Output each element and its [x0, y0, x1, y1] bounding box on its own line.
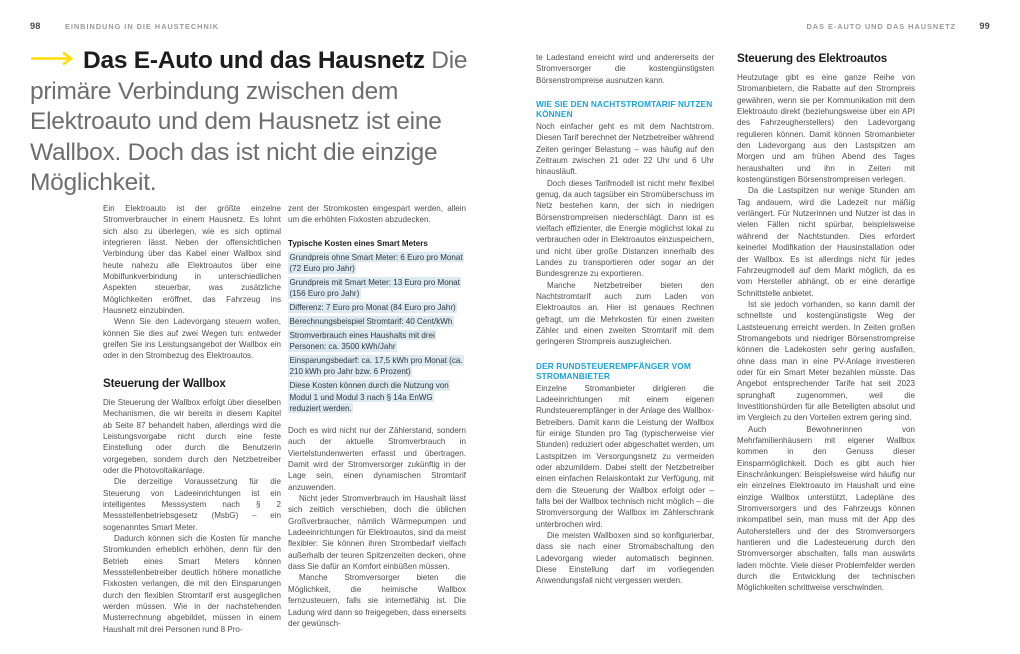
fact-box-smart-meter-costs: [288, 238, 466, 414]
paragraph: Ein Elektroauto ist der größte einzelne Stromverbraucher in einem Hausnetz. Es lohnt sich also zu überlegen, wie es sich optimal integrieren lässt. Neben der offensichtlichen Verbindung über das Kabel einer Wallbox sind heute nahezu alle Elektroautos über eine Mobilfunkverbindung in unterschiedlichen Aspekten steuerbar, was zusätzliche Möglichkeiten eröffnet, das Fahrzeug ins Hausnetz einzubinden.: [103, 204, 281, 316]
fact-box-title: Typische Kosten eines Smart Meters: [288, 238, 428, 248]
paragraph: Nicht jeder Stromverbrauch im Haushalt lässt sich zeitlich verschieben, doch die üblichen Großverbraucher, nämlich Wärmepumpen und Ladeeinrichtungen für Elektroautos, sind da meist flexibler: Sie können ihren Strombedarf vielfach außerhalb der teuren Spitzenzeiten decken, ohne dass Sie dafür an Komfort einbüßen müssen.: [288, 494, 466, 572]
fact-box-item: [288, 252, 466, 275]
text-column-3: [536, 52, 714, 587]
fact-box-item-highlight: Berechnungsbeispiel Stromtarif: 40 Cent/kWh: [289, 316, 453, 326]
page-deck: [30, 44, 500, 199]
text-column-4: [737, 52, 915, 594]
section-heading-steuerung-der-wallbox: Steuerung der Wallbox: [103, 376, 226, 390]
folio-right: 99: [979, 21, 990, 31]
runhead-right: DAS E-AUTO UND DAS HAUSNETZ: [806, 22, 956, 31]
paragraph: Dadurch können sich die Kosten für manche Stromkunden erheblich erhöhen, denn für den Betrieb eines Smart Meters können Messstellenbetreiber deutlich höhere monatliche Fixkosten verlangen, die mit den Einsparungen durch den flexiblen Stromtarif erst ausgeglichen werden müssen. Wie in der nachstehenden Musterrechnung abgebildet, müssen in einem Haushalt mit drei Personen rund 8 Pro-: [103, 533, 281, 634]
paragraph: Auch Bewohnerinnen von Mehrfamilienhäusern mit eigener Wallbox kommen in den Genuss dieser Einsparmöglichkeit. Doch es gibt auch hier Einschränkungen: Beispielsweise wird häufig nur ein einzelnes Elektroauto im Haushalt und eine einzige Wallbox unterstützt, Ladepläne des Stromversorgers und des Fahrzeugs können inkompatibel sein, man muss mit der App des Autoherstellers und der des Stromversorgers hantieren und die Ladesteuerung durch den Stromversorger abschalten, falls man auswärts laden möchte. Viele dieser Problemfelder werden durch die Entwicklung der technischen Möglichkeiten schrittweise verschwinden.: [737, 424, 915, 593]
text-column-2: [288, 203, 466, 629]
paragraph: Die Steuerung der Wallbox erfolgt über dieselben Mechanismen, die wir bereits in diesem Kapitel ab Seite 87 behandelt haben, allerdings wird die Leistungsvorgabe nicht durch eine feste Einstellung oder durch die Benutzerin vorgegeben, sondern durch den Netzbetreiber oder die Photovoltaikanlage.: [103, 397, 281, 475]
fact-box-item: [288, 380, 466, 414]
paragraph: zent der Stromkosten eingespart werden, allein um die erhöhten Fixkosten abzudecken.: [288, 204, 466, 225]
fact-box-item-highlight: Einsparungsbedarf: ca. 17,5 kWh pro Monat (ca. 210 kWh pro Jahr bzw. 6 Prozent): [289, 355, 463, 377]
deck-rest: Die primäre Verbindung zwischen dem Elektroauto und dem Hausnetz ist eine Wallbox. Doch das ist nicht die einzige Möglichkeit.: [30, 47, 468, 196]
paragraph: Doch es wird nicht nur der Zählerstand, sondern auch der aktuelle Stromverbrauch in Viertelstundenwerten erfasst und übertragen. Damit wird der Stromversorger zukünftig in der Lage sein, einen dynamischen Stromtarif anzuwenden.: [288, 426, 466, 492]
paragraph: Ist sie jedoch vorhanden, so kann damit der schnellste und kostengünstigste Weg der Laststeuerung erreicht werden. In Zeiten großen Stromangebots und niedriger Börsenstrompreise können die Ladekosten sehr gering ausfallen, ohne dass man in eine PV-Anlage investieren oder für ein Smart Meter bezahlen müsste. Das Angebot entsprechender Tarife hat seit 2023 sprunghaft zugenommen, weil die Investitionshürden für alle Beteiligten absolut und im Vergleich zu den Vorteilen extrem gering sind.: [737, 299, 915, 423]
paragraph: te Ladestand erreicht wird und andererseits der Stromversorger die kostengünstigsten Börsenstrompreise ausnutzen kann.: [536, 53, 714, 85]
paragraph: Heutzutage gibt es eine ganze Reihe von Stromanbietern, die Rabatte auf den Strompreis gewähren, wenn sie per Kommunikation mit dem Elektroauto direkt (beziehungsweise über ein API des Fahrzeugherstellers) den Ladevorgang regulieren können. Damit können Stromanbieter den Ladevorgang aus den Lastspitzen am Morgen und am frühen Abend des Tages heraushalten und ihn in Zeiten mit kostengünstigen Börsenstrompreisen verlegen.: [737, 73, 915, 185]
paragraph: Einzelne Stromanbieter dirigieren die Ladeeinrichtungen mit einem eigenen Rundsteuerempfänger in der Anlage des Wallbox-Betreibers. Damit kann die Leistung der Wallbox für einige Stunden pro Tag (typischerweise vier Stunden) reduziert oder abgeschaltet werden, um Lastspitzen im Versorgungsnetz zu vermeiden oder abzumildern. Dabei stellt der Netzbetreiber einen einfachen Relaiskontakt zur Verfügung, mit dem die Steuerung der Wallbox erfolgt oder – falls bei der Wallbox technisch nicht möglich – die Stromversorgung der Wallbox im Zählerschrank unterbrochen wird.: [536, 383, 714, 529]
folio-left: 98: [30, 21, 41, 31]
subheading-nachtstromtarif: WIE SIE DEN NACHTSTROMTARIF NUTZEN KÖNNEN: [536, 99, 713, 120]
paragraph: Doch dieses Tarifmodell ist nicht mehr flexibel genug, da auch tagsüber ein Stromüberschuss im Netz bestehen kann, der sich in niedrigen Börsenstrompreisen niederschlägt. Dann ist es vielfach effizienter, die Energie möglichst lokal zu verbrauchen oder in Elektroautos einzuspeichern, und nicht über große Distanzen innerhalb des Landes zu transportieren oder sogar an der Bundesgrenze zu exportieren.: [536, 178, 714, 279]
deck-lead: Das E-Auto und das Hausnetz: [83, 47, 425, 74]
fact-box-item-highlight: Stromverbrauch eines Haushalts mit drei Personen: ca. 3500 kWh/Jahr: [289, 330, 435, 351]
fact-box-list: [288, 252, 466, 414]
fact-box-item: [288, 330, 466, 353]
fact-box-item: [288, 302, 466, 313]
fact-box-item-highlight: Diese Kosten können durch die Nutzung von Modul 1 und Modul 3 nach § 14a EnWG reduziert werden.: [289, 380, 449, 413]
paragraph: Da die Lastspitzen nur wenige Stunden am Tag andauern, wird die Ladezeit nur mäßig verlängert. Für Nutzerinnen und Nutzer ist das in vielen Fällen nicht spürbar, beispielsweise während der Nachtstunden. Dies erfordert keinerlei Modifikation der Hausinstallation oder der Wallbox. Es ist allerdings nicht für jedes Fahrzeugmodell auf dem Markt möglich, da es vom Hersteller abhängt, ob er eine derartige Schnittstelle anbietet.: [737, 186, 915, 298]
runhead-left: EINBINDUNG IN DIE HAUSTECHNIK: [65, 22, 220, 31]
paragraph: Die derzeitige Voraussetzung für die Steuerung von Ladeeinrichtungen ist ein intelligentes Messsystem nach § 2 Messstellenbetriebsgesetz (MsbG) – ein sogenanntes Smart Meter.: [103, 477, 281, 532]
paragraph: Noch einfacher geht es mit dem Nachtstrom. Diesen Tarif berechnet der Netzbetreiber während Zeiten geringer Belastung – was häufig auf den Zeitraum zwischen 21 oder 22 Uhr und 6 Uhr hinausläuft.: [536, 121, 714, 177]
fact-box-item: [288, 277, 466, 300]
paragraph: Die meisten Wallboxen sind so konfigurierbar, dass sie nach einer Stromabschaltung den Ladevorgang wieder automatisch beginnen. Diese Einstellung darf im vorliegenden Anwendungsfall nicht vergessen werden.: [536, 531, 714, 586]
subheading-rundsteuerempfaenger: DER RUNDSTEUEREMPFÄNGER VOM STROMANBIETER: [536, 360, 691, 382]
fact-box-item: [288, 316, 466, 327]
arrow-right-icon: [30, 44, 74, 75]
paragraph: Manche Netzbetreiber bieten den Nachtstromtarif auch zum Laden von Elektroautos an. Hier ist genaues Rechnen gefragt, um die Mehrkosten für einen zweiten Zähler und einen zweiten Stromtarif mit dem geringeren Strompreis auszugleichen.: [536, 280, 714, 347]
paragraph: Wenn Sie den Ladevorgang steuern wollen, können Sie dies auf zwei Wegen tun: entweder greifen Sie ins Leistungsangebot der Wallbox ein oder in den Strombezug des Elektroautos.: [103, 317, 281, 361]
fact-box-item: [288, 355, 466, 378]
fact-box-item-highlight: Grundpreis ohne Smart Meter: 6 Euro pro Monat (72 Euro pro Jahr): [289, 252, 463, 273]
text-column-1: [103, 203, 281, 635]
fact-box-item-highlight: Grundpreis mit Smart Meter: 13 Euro pro Monat (156 Euro pro Jahr): [289, 277, 460, 299]
section-heading-steuerung-des-elektroautos: Steuerung des Elektroautos: [737, 52, 888, 65]
paragraph: Manche Stromversorger bieten die Möglichkeit, die heimische Wallbox fernzusteuern, falls sie internetfähig ist. Die Ladung wird dann so freigegeben, dass einerseits der gewünsch-: [288, 573, 466, 628]
fact-box-item-highlight: Differenz: 7 Euro pro Monat (84 Euro pro Jahr): [289, 302, 456, 312]
